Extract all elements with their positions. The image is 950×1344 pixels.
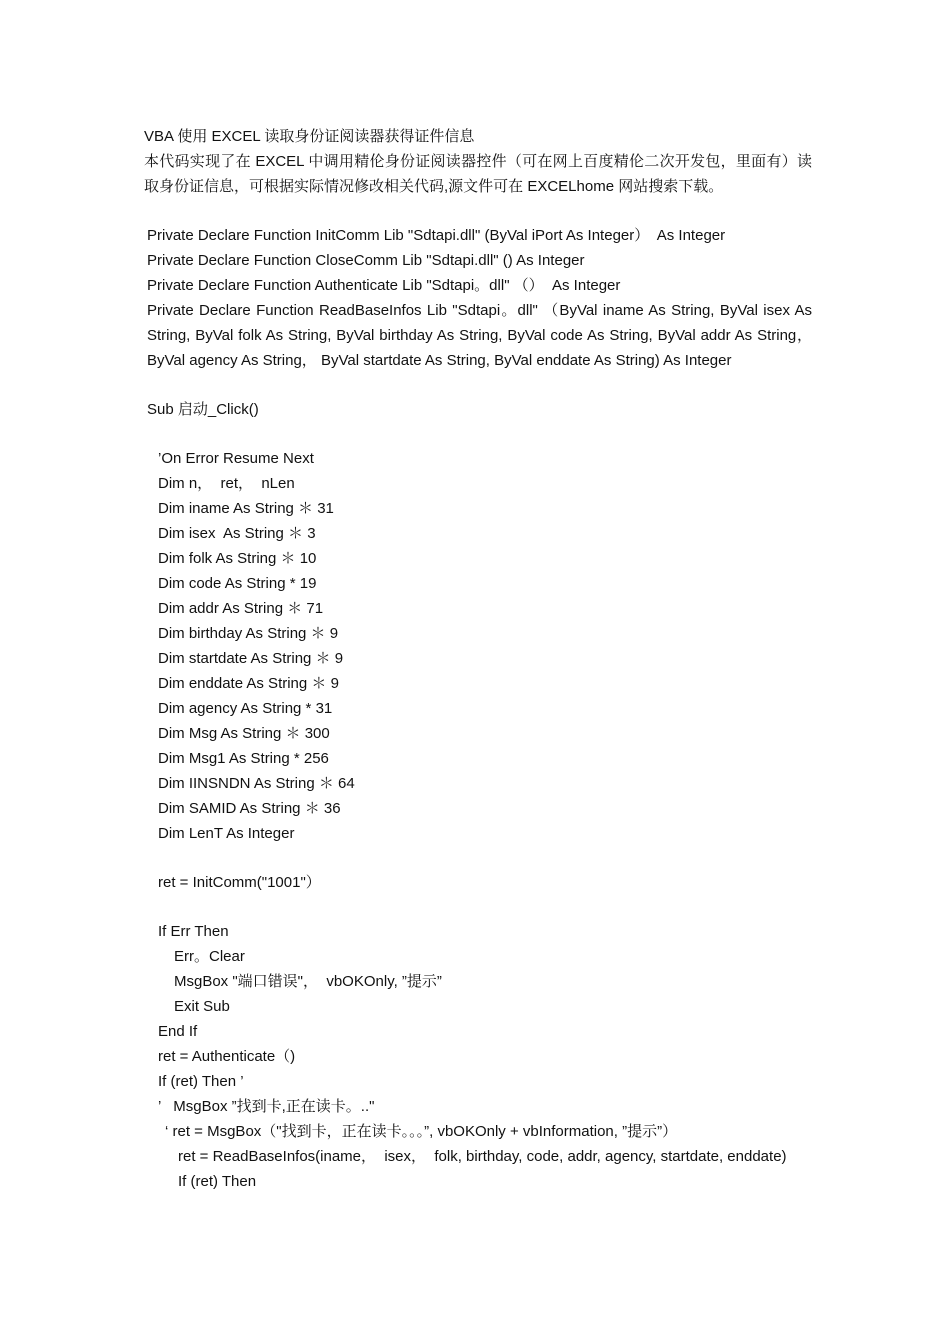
dim-line: Dim birthday As String ＊ 9	[158, 625, 339, 642]
spacer	[144, 373, 812, 397]
dim-line: Dim startdate As String ＊ 9	[158, 650, 344, 667]
dim-line: Dim IINSNDN As String ＊ 64	[158, 775, 355, 792]
initcomm-call: ret = InitComm("1001"）	[158, 874, 321, 891]
exit-sub: Exit Sub	[174, 998, 230, 1015]
declare-readbaseinfos: Private Declare Function ReadBaseInfos Lib "Sdtapi。dll" （ByVal iname As String, ByVal isex As String, ByVal folk As String, ByVal birthday As String, ByVal code As String, ByVal addr As String，ByVal agency As String， ByVal startdate As String, ByVal enddate As String) As Integer	[147, 302, 812, 369]
dim-line: Dim code As String * 19	[158, 575, 317, 592]
msgbox-port-error: MsgBox "端口错误"， vbOKOnly, ”提示”	[174, 973, 442, 990]
readbaseinfos-call: ret = ReadBaseInfos(iname， isex， folk, birthday, code, addr, agency, startdate, enddate)	[178, 1148, 787, 1165]
if-err-open: If Err Then	[158, 923, 229, 940]
dim-line: Dim Msg As String ＊ 300	[158, 725, 330, 742]
dim-line: Dim addr As String ＊ 71	[158, 600, 324, 617]
dim-line: Dim Msg1 As String * 256	[158, 750, 329, 767]
dim-line: Dim n， ret， nLen	[158, 475, 295, 492]
document-title: VBA 使用 EXCEL 读取身份证阅读器获得证件信息	[144, 128, 475, 145]
dim-line: Dim SAMID As String ＊ 36	[158, 800, 341, 817]
intro-paragraph: 本代码实现了在 EXCEL 中调用精伦身份证阅读器控件（可在网上百度精伦二次开发包，里面有）读取身份证信息，可根据实际情况修改相关代码,源文件可在 EXCELhome 网站搜索下载。	[144, 153, 812, 195]
dim-line: Dim folk As String ＊ 10	[158, 550, 317, 567]
if-ret-open: If (ret) Then ’	[158, 1073, 244, 1090]
if-err-close: End If	[158, 1023, 198, 1040]
msgbox-comment-2: ‘ ret = MsgBox（"找到卡，正在读卡。。。”, vbOKOnly + vbInformation, ”提示”）	[165, 1123, 678, 1140]
sub-header: Sub 启动_Click()	[147, 401, 259, 418]
spacer	[144, 846, 812, 870]
declare-initcomm: Private Declare Function InitComm Lib "Sdtapi.dll" (ByVal iPort As Integer） As Integer	[147, 227, 726, 244]
dim-line: Dim iname As String ＊ 31	[158, 500, 334, 517]
if-ret-inner: If (ret) Then	[178, 1173, 257, 1190]
declare-closecomm: Private Declare Function CloseComm Lib "Sdtapi.dll" () As Integer	[147, 252, 585, 269]
spacer	[144, 895, 812, 919]
dim-line: Dim agency As String * 31	[158, 700, 333, 717]
declare-authenticate: Private Declare Function Authenticate Lib "Sdtapi。dll" （） As Integer	[147, 277, 621, 294]
spacer	[144, 199, 812, 223]
err-clear: Err。Clear	[174, 948, 245, 965]
dim-line: Dim enddate As String ＊ 9	[158, 675, 339, 692]
msgbox-comment-1: ’ MsgBox ”找到卡,正在读卡。.."	[158, 1098, 375, 1115]
authenticate-call: ret = Authenticate（)	[158, 1048, 296, 1065]
document-body	[144, 124, 812, 1194]
dim-line: Dim LenT As Integer	[158, 825, 295, 842]
on-error-comment: ’On Error Resume Next	[158, 450, 314, 467]
spacer	[144, 422, 812, 446]
dim-line: Dim isex As String ＊ 3	[158, 525, 316, 542]
